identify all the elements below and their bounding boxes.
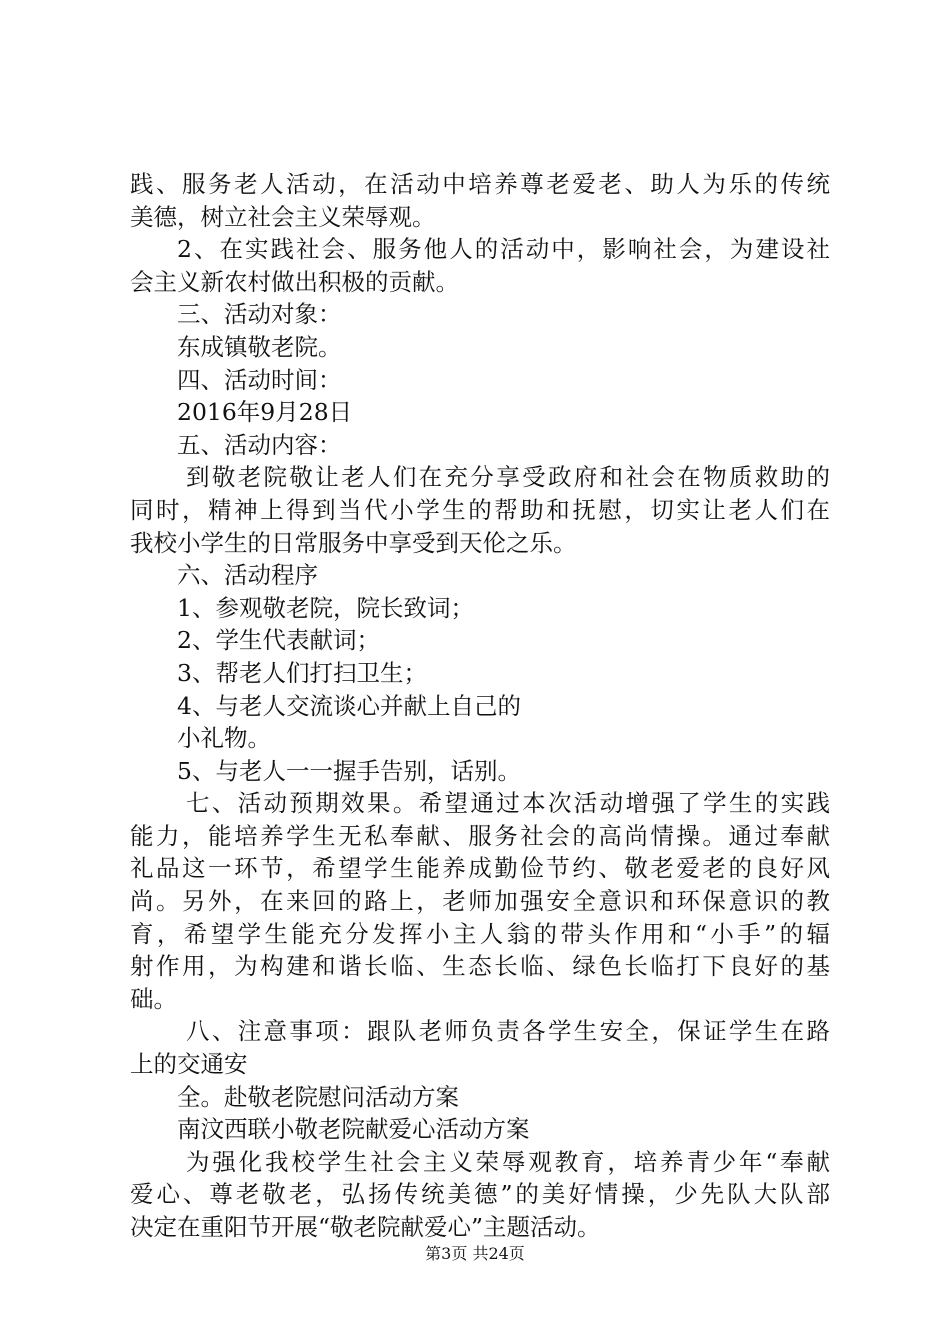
list-item: 4、与老人交流谈心并献上自己的 <box>177 691 521 720</box>
section-heading: 六、活动程序 <box>177 561 318 590</box>
text-line: 践、服务老人活动，在活动中培养尊老爱老、助人为乐的传统 <box>130 170 830 198</box>
list-item: 3、帮老人们打扫卫生； <box>177 658 427 687</box>
text-line: 全。赴敬老院慰问活动方案 <box>177 1082 459 1111</box>
section-heading: 四、活动时间： <box>177 365 342 394</box>
page-number-footer: 第3页 共24页 <box>425 1244 525 1263</box>
text-line: 七、活动预期效果。希望通过本次活动增强了学生的实践 <box>186 789 830 818</box>
section-heading: 五、活动内容： <box>177 430 342 459</box>
document-body <box>130 168 830 1244</box>
text-line: 我校小学生的日常服务中享受到天伦之乐。 <box>130 528 577 557</box>
list-item: 5、与老人一一握手告别，话别。 <box>177 756 521 785</box>
text-line: 射作用，为构建和谐长临、生态长临、绿色长临打下良好的基 <box>130 952 830 981</box>
text-line: 2016年9月28日 <box>177 398 353 427</box>
section-heading: 三、活动对象： <box>177 300 342 329</box>
text-line: 会主义新农村做出积极的贡献。 <box>130 267 459 296</box>
text-line: 小礼物。 <box>177 724 271 753</box>
text-line: 上的交通安 <box>130 1050 248 1079</box>
text-line: 八、注意事项：跟队老师负责各学生安全，保证学生在路 <box>186 1017 830 1046</box>
text-line: 决定在重阳节开展“敬老院献爱心”主题活动。 <box>130 1213 601 1241</box>
text-line: 为强化我校学生社会主义荣辱观教育，培养青少年“奉献 <box>186 1147 830 1176</box>
text-line: 东成镇敬老院。 <box>177 332 342 361</box>
text-line: 到敬老院敬让老人们在充分享受政府和社会在物质救助的 <box>186 463 830 492</box>
text-line: 础。 <box>130 984 177 1013</box>
text-line: 尚。另外，在来回的路上，老师加强安全意识和环保意识的教 <box>130 887 830 916</box>
text-line: 美德，树立社会主义荣辱观。 <box>130 202 436 231</box>
text-line: 爱心、尊老敬老，弘扬传统美德”的美好情操，少先队大队部 <box>130 1180 830 1209</box>
text-line: 能力，能培养学生无私奉献、服务社会的高尚情操。通过奉献 <box>130 821 830 850</box>
text-line: 礼品这一环节，希望学生能养成勤俭节约、敬老爱老的良好风 <box>130 854 830 883</box>
text-line: 育，希望学生能充分发挥小主人翁的带头作用和“小手”的辐 <box>130 919 830 948</box>
document-title: 南汶西联小敬老院献爱心活动方案 <box>177 1115 530 1144</box>
list-item: 1、参观敬老院，院长致词； <box>177 593 474 622</box>
text-line: 同时，精神上得到当代小学生的帮助和抚慰，切实让老人们在 <box>130 495 830 524</box>
list-item: 2、学生代表献词； <box>177 626 380 655</box>
text-line: 2、在实践社会、服务他人的活动中，影响社会，为建设社 <box>177 235 830 264</box>
